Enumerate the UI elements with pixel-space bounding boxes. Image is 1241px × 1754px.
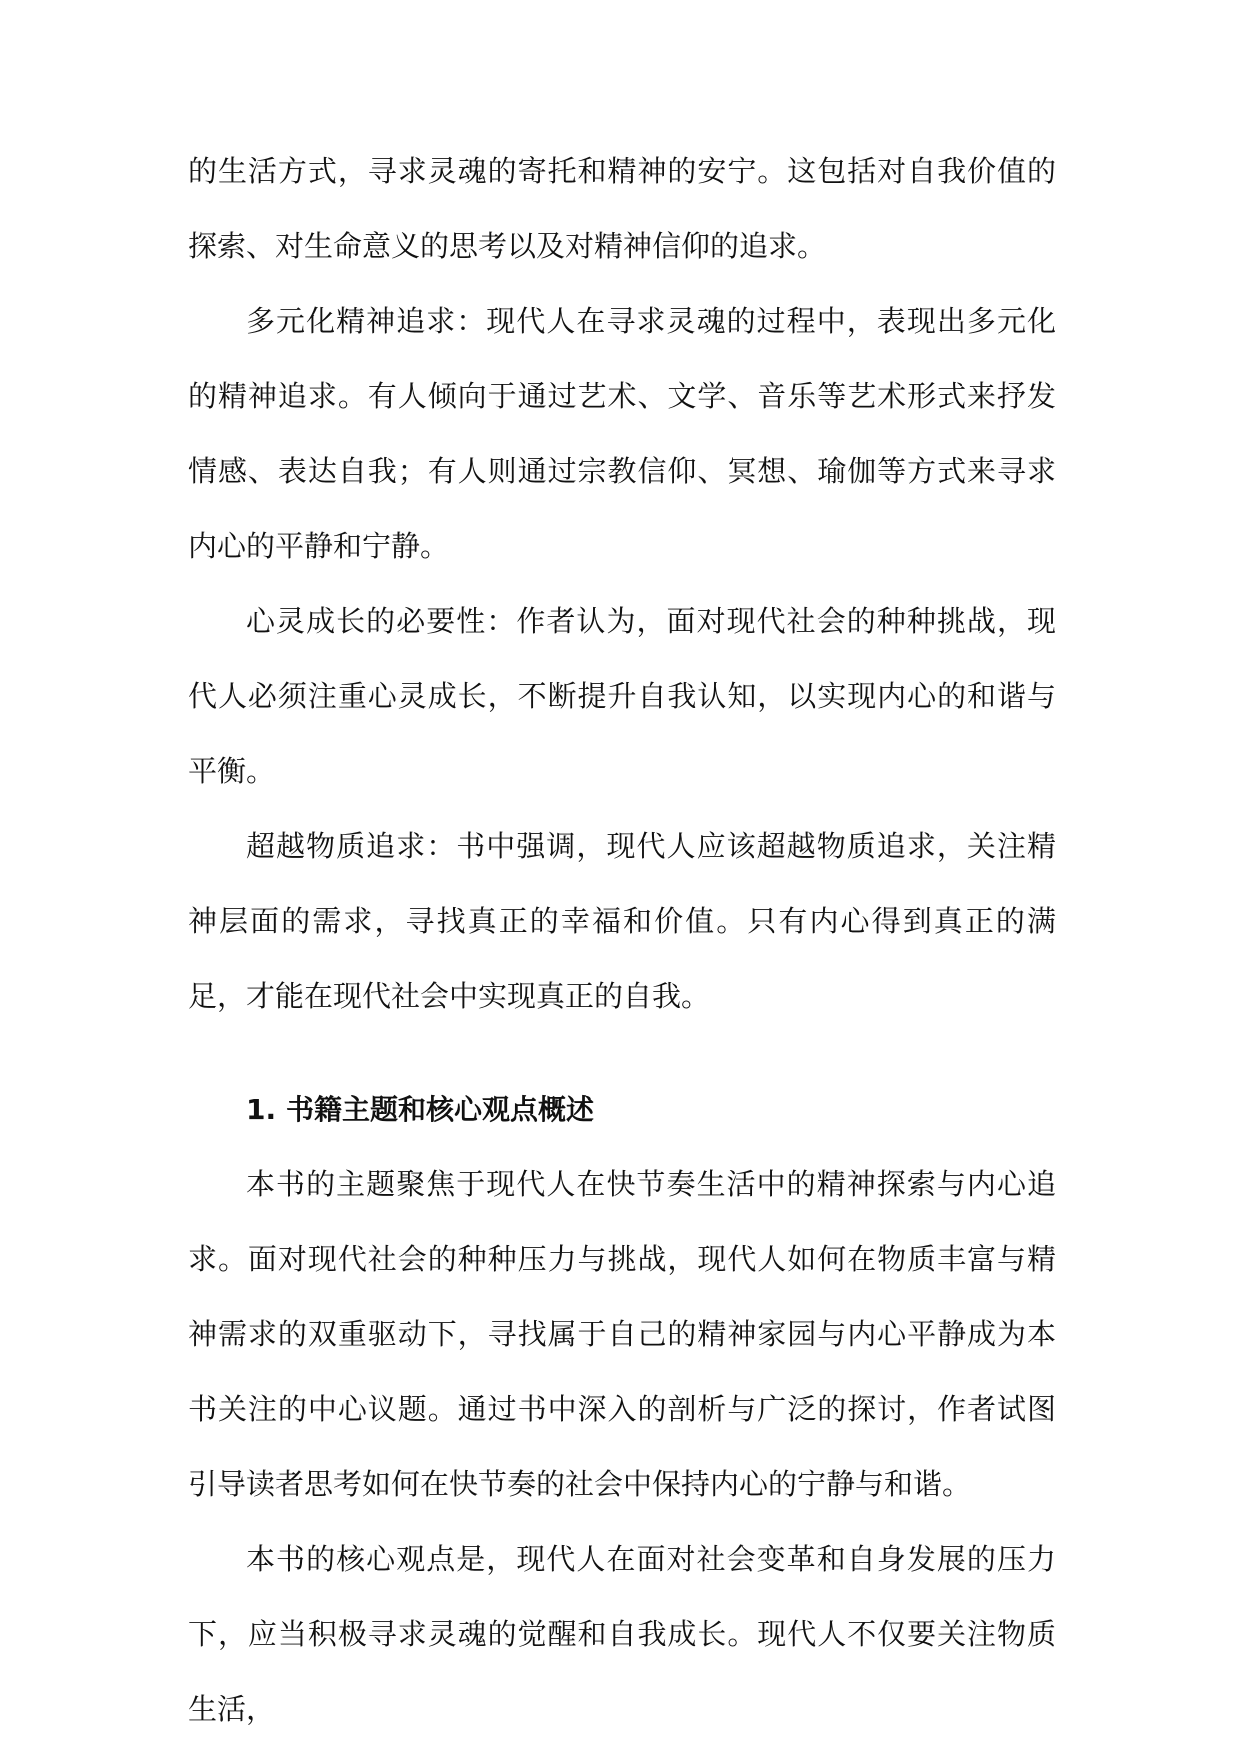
section-number: 1. — [246, 1093, 277, 1126]
document-body — [188, 134, 1056, 1747]
paragraph-spiritual-growth: 心灵成长的必要性：作者认为，面对现代社会的种种挑战，现代人必须注重心灵成长，不断提升自我认知，以实现内心的和谐与平衡。 — [188, 604, 1056, 788]
paragraph-book-theme: 本书的主题聚焦于现代人在快节奏生活中的精神探索与内心追求。面对现代社会的种种压力与挑战，现代人如何在物质丰富与精神需求的双重驱动下，寻找属于自己的精神家园与内心平静成为本书关注的中心议题。通过书中深入的剖析与广泛的探讨，作者试图引导读者思考如何在快节奏的社会中保持内心的宁静与和谐。 — [188, 1167, 1056, 1501]
section-title: 书籍主题和核心观点概述 — [286, 1093, 595, 1126]
paragraph-beyond-material: 超越物质追求：书中强调，现代人应该超越物质追求，关注精神层面的需求，寻找真正的幸福和价值。只有内心得到真正的满足，才能在现代社会中实现真正的自我。 — [188, 829, 1056, 1013]
paragraph-diverse-pursuit: 多元化精神追求：现代人在寻求灵魂的过程中，表现出多元化的精神追求。有人倾向于通过艺术、文学、音乐等艺术形式来抒发情感、表达自我；有人则通过宗教信仰、冥想、瑜伽等方式来寻求内心的平静和宁静。 — [188, 304, 1056, 563]
paragraph-core-viewpoint: 本书的核心观点是，现代人在面对社会变革和自身发展的压力下，应当积极寻求灵魂的觉醒和自我成长。现代人不仅要关注物质生活， — [188, 1542, 1056, 1726]
continuation-paragraph: 的生活方式，寻求灵魂的寄托和精神的安宁。这包括对自我价值的探索、对生命意义的思考以及对精神信仰的追求。 — [188, 154, 1056, 263]
section-heading — [188, 1072, 1056, 1147]
